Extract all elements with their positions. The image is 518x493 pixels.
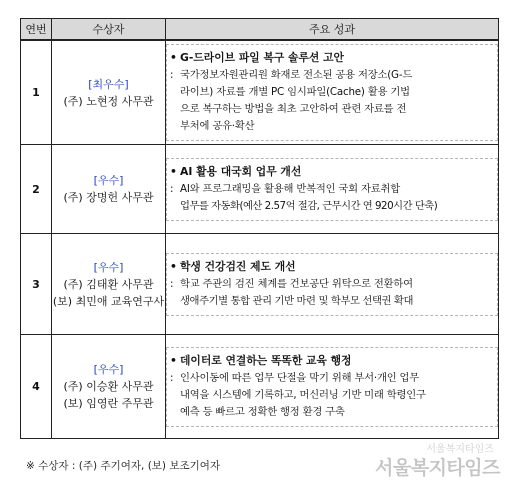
result-line: 예측 등 빠르고 정확한 행정 환경 구축 xyxy=(180,405,345,418)
result-title-text: AI 활용 대국회 업무 개선 xyxy=(180,164,302,178)
table-row xyxy=(21,145,499,234)
result-title xyxy=(170,352,494,369)
result-box xyxy=(166,347,498,427)
result-line-text: 학교 주관의 검진 체계를 건보공단 위탁으로 전환하여 xyxy=(180,277,413,290)
award-grade: [우수] xyxy=(93,174,124,187)
watermark: 서울복지타임즈 xyxy=(375,457,500,479)
header-year: 연번 xyxy=(21,19,52,41)
award-grade: [최우수] xyxy=(88,77,129,91)
result-title xyxy=(170,163,494,180)
header-result: 주요 성과 xyxy=(166,19,499,41)
row-number: 1 xyxy=(21,40,52,145)
colon-mark: : xyxy=(170,371,174,384)
winner-name: (주) 이승환 사무관 xyxy=(63,380,154,393)
table-row xyxy=(21,335,499,439)
awards-table xyxy=(20,18,499,439)
footnote: ※ 수상자 : (주) 주기여자, (보) 보조기여자 xyxy=(26,460,221,472)
winner-cell xyxy=(52,40,166,145)
result-cell xyxy=(166,335,499,439)
result-line xyxy=(170,370,494,387)
assistant-name: (보) 임영란 주무관 xyxy=(63,397,154,410)
row-number: 4 xyxy=(21,335,52,439)
table-row xyxy=(21,234,499,335)
award-grade: [우수] xyxy=(93,363,124,376)
watermark-faint: 서울복지타임즈 xyxy=(426,444,494,455)
result-line: 내역을 시스템에 기록하고, 머신러닝 기반 미래 학령인구 xyxy=(180,388,426,401)
result-cell xyxy=(166,145,499,234)
bullet-icon: • xyxy=(170,51,177,64)
colon-mark: : xyxy=(170,182,174,195)
bullet-icon: • xyxy=(170,164,177,178)
header-winner: 수상자 xyxy=(52,19,166,41)
table-header-row xyxy=(21,19,499,41)
winner-name: (주) 김태환 사무관 xyxy=(63,277,154,291)
winner-cell xyxy=(52,145,166,234)
colon-mark: : xyxy=(170,277,174,290)
award-grade: [우수] xyxy=(93,260,124,274)
row-number: 3 xyxy=(21,234,52,335)
table-row xyxy=(21,40,499,145)
result-title xyxy=(170,258,494,275)
winner-cell xyxy=(52,335,166,439)
result-line-text: 국가정보자원관리원 화재로 전소된 공용 저장소(G-드 xyxy=(180,69,413,81)
result-line: 라이브) 자료를 개별 PC 임시파일(Cache) 활용 기법 xyxy=(180,86,410,98)
result-line: 으로 복구하는 방법을 최초 고안하여 관련 자료를 전 xyxy=(180,103,407,115)
result-box xyxy=(166,158,498,221)
result-box xyxy=(166,253,498,316)
result-line xyxy=(170,181,494,198)
result-title xyxy=(170,49,494,66)
winner-cell xyxy=(52,234,166,335)
winner-name: (주) 노현정 사무관 xyxy=(63,94,154,108)
result-line: 생애주기별 통합 관리 기반 마련 및 학부모 선택권 확대 xyxy=(180,294,414,307)
colon-mark: : xyxy=(170,69,174,81)
result-line xyxy=(170,276,494,293)
assistant-name: (보) 최민애 교육연구사 xyxy=(52,294,165,308)
result-cell xyxy=(166,234,499,335)
result-box xyxy=(166,44,498,141)
result-line-text: 인사이동에 따른 업무 단절을 막기 위해 부서·개인 업무 xyxy=(180,371,420,384)
row-number: 2 xyxy=(21,145,52,234)
result-title-text: 학생 건강검진 제도 개선 xyxy=(180,259,296,273)
winner-name: (주) 장명헌 사무관 xyxy=(63,191,154,204)
bullet-icon: • xyxy=(170,259,177,273)
result-line: 업무를 자동화(예산 2.57억 절감, 근무시간 연 920시간 단축) xyxy=(180,199,438,212)
bullet-icon: • xyxy=(170,353,177,367)
result-title-text: 데이터로 연결하는 똑똑한 교육 행정 xyxy=(180,353,352,367)
result-line xyxy=(170,67,494,84)
result-line-text: AI와 프로그래밍을 활용해 반복적인 국회 자료취합 xyxy=(180,182,400,195)
result-title-text: G-드라이브 파일 복구 솔루션 고안 xyxy=(180,51,344,64)
result-cell xyxy=(166,40,499,145)
result-line: 부처에 공유·확산 xyxy=(180,120,255,132)
